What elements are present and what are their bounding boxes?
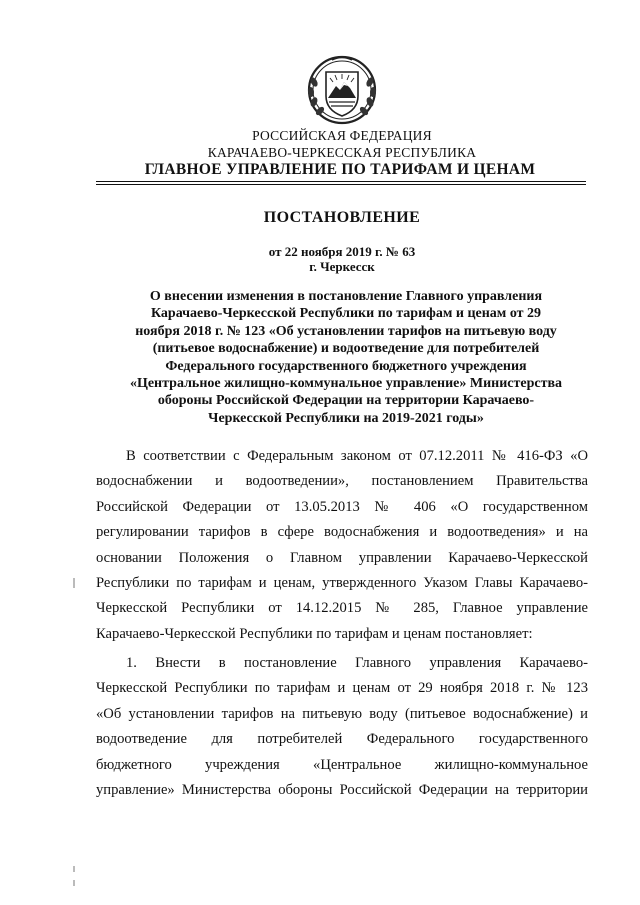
preamble-line: основании Положения о Главном управлении Карачаево-Черкесской [96,549,588,566]
title-line: Черкесской Республики на 2019-2021 годы» [208,410,484,426]
item-1-line: бюджетного учреждения «Центральное жилищно-коммунальное [96,756,588,773]
item-1-line: Черкесской Республики по тарифам и ценам от 29 ноября 2018 г. № 123 [96,680,588,697]
item-1-line: управление» Министерства обороны Российской Федерации на территории [96,781,588,798]
scan-margin-mark [73,866,75,872]
document-city: г. Черкесск [309,259,375,274]
preamble-line: Карачаево-Черкесской Республики по тарифам и ценам постановляет: [96,625,533,642]
header-divider-thick [96,181,586,182]
title-line: (питьевое водоснабжение) и водоотведение для потребителей [152,341,540,357]
item-1-line: 1. Внести в постановление Главного управления Карачаево- [126,655,588,671]
title-line: О внесении изменения в постановление Главного управления [149,289,543,304]
preamble-line: регулировании тарифов в сфере водоснабжения и водоотведения» и на [96,524,588,541]
header-divider-thin [96,184,586,185]
preamble-paragraph [96,444,588,647]
preamble-line: В соответствии с Федеральным законом от 07.12.2011 № 416-ФЗ «О [126,448,588,464]
header-region: КАРАЧАЕВО-ЧЕРКЕССКАЯ РЕСПУБЛИКА [207,145,477,160]
preamble-line: Российской Федерации от 13.05.2013 № 406 «О государственном [96,498,588,515]
preamble-line: Республики по тарифам и ценам, утвержденного Указом Главы Карачаево- [96,574,588,591]
item-1-paragraph [96,651,588,803]
title-line: Федерального государственного бюджетного учреждения [165,358,527,374]
document-title [98,288,594,427]
title-line: Карачаево-Черкесской Республики по тарифам и ценам от 29 [150,306,542,322]
title-line: ноября 2018 г. № 123 «Об установлении тарифов на питьевую воду [135,323,557,339]
title-line: «Центральное жилищно-коммунальное управление» Министерства [129,376,563,392]
scan-margin-mark [73,880,75,886]
document-date: от 22 ноября 2019 г. № 63 [268,244,416,259]
item-1-line: водоотведение для потребителей Федерального государственного [96,731,588,748]
preamble-line: Черкесской Республики от 14.12.2015 № 285, Главное управление [96,600,588,617]
document-type: ПОСТАНОВЛЕНИЕ [263,209,421,226]
header-agency: ГЛАВНОЕ УПРАВЛЕНИЕ ПО ТАРИФАМ И ЦЕНАМ [144,161,536,178]
item-1-line: «Об установлении тарифов на питьевую воду (питьевое водоснабжение) и [96,705,588,722]
scan-margin-mark [73,578,75,588]
header-country: РОССИЙСКАЯ ФЕДЕРАЦИЯ [252,128,432,143]
title-line: обороны Российской Федерации на территории Карачаево- [157,393,535,409]
coat-of-arms-emblem-icon [302,52,382,128]
preamble-line: водоснабжении и водоотведении», постановлением Правительства [96,473,588,490]
